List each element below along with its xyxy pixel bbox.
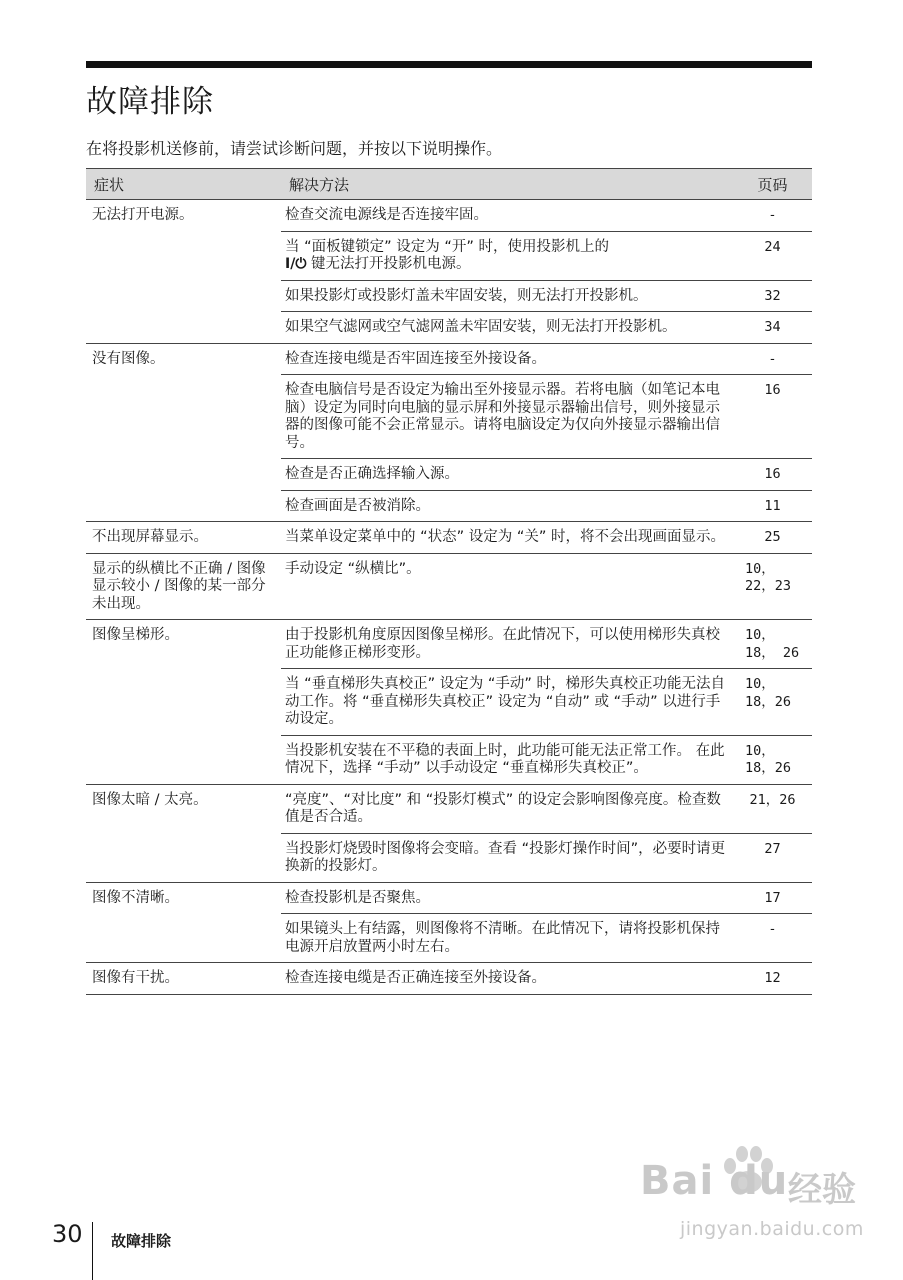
table-row (86, 784, 812, 833)
page-cell: 17 (733, 882, 812, 914)
solution-text: 当 “面板键锁定” 设定为 “开” 时，使用投影机上的 (285, 238, 609, 255)
page-cell: 16 (733, 375, 812, 459)
page-cell: - (733, 343, 812, 375)
solution-cell: 由于投影机角度原因图像呈梯形。在此情况下，可以使用梯形失真校正功能修正梯形变形。 (281, 620, 733, 669)
solution-cell: 如果投影灯或投影灯盖未牢固安装，则无法打开投影机。 (281, 280, 733, 312)
solution-cell: 手动设定 “纵横比”。 (281, 553, 733, 620)
page-cell: - (733, 914, 812, 963)
solution-cell: 当投影机安装在不平稳的表面上时，此功能可能无法正常工作。 在此情况下，选择 “手动” 以手动设定 “垂直梯形失真校正”。 (281, 735, 733, 784)
symptom-cell: 图像有干扰。 (86, 963, 281, 995)
footer-divider (92, 1222, 93, 1280)
watermark-cn: 经验 (788, 1170, 856, 1210)
table-row (86, 200, 812, 232)
solution-cell: 检查交流电源线是否连接牢固。 (281, 200, 733, 232)
page-cell: 11 (733, 490, 812, 522)
table-header-row (86, 169, 812, 200)
header-solution: 解决方法 (281, 169, 733, 200)
solution-cell: 如果空气滤网或空气滤网盖未牢固安装，则无法打开投影机。 (281, 312, 733, 344)
page-cell: 12 (733, 963, 812, 995)
header-symptom: 症状 (86, 169, 281, 200)
table-row (86, 343, 812, 375)
symptom-cell: 不出现屏幕显示。 (86, 522, 281, 554)
power-icon: I/⏻ (285, 256, 307, 272)
solution-cell: “亮度”、“对比度” 和 “投影灯模式” 的设定会影响图像亮度。检查数值是否合适。 (281, 784, 733, 833)
symptom-cell: 图像太暗 / 太亮。 (86, 784, 281, 882)
baidu-watermark (640, 1140, 880, 1250)
footer-section: 故障排除 (111, 1232, 172, 1250)
page-cell: 34 (733, 312, 812, 344)
solution-cell: 检查电脑信号是否设定为输出至外接显示器。若将电脑（如笔记本电脑）设定为同时向电脑的显示屏和外接显示器输出信号，则外接显示器的图像可能不会正常显示。请将电脑设定为仅向外接显示器输出信号。 (281, 375, 733, 459)
page-number: 30 (52, 1220, 83, 1248)
solution-cell: 检查连接电缆是否牢固连接至外接设备。 (281, 343, 733, 375)
symptom-cell: 图像呈梯形。 (86, 620, 281, 785)
table-row (86, 620, 812, 669)
page-cell: 24 (733, 231, 812, 280)
symptom-cell: 没有图像。 (86, 343, 281, 522)
intro-text: 在将投影机送修前，请尝试诊断问题，并按以下说明操作。 (86, 139, 503, 158)
watermark-logo: Bai du (640, 1158, 789, 1204)
top-rule (86, 61, 812, 68)
page-cell: 16 (733, 459, 812, 491)
solution-cell: 当菜单设定菜单中的 “状态” 设定为 “关” 时，将不会出现画面显示。 (281, 522, 733, 554)
solution-cell: 当 “垂直梯形失真校正” 设定为 “手动” 时，梯形失真校正功能无法自动工作。将 “垂直梯形失真校正” 设定为 “自动” 或 “手动” 以进行手动设定。 (281, 669, 733, 736)
solution-cell: 检查投影机是否聚焦。 (281, 882, 733, 914)
page-cell: - (733, 200, 812, 232)
page-cell: 25 (733, 522, 812, 554)
symptom-cell: 图像不清晰。 (86, 882, 281, 963)
table-row (86, 522, 812, 554)
page-cell: 27 (733, 833, 812, 882)
table-row (86, 553, 812, 620)
solution-cell: 检查画面是否被消除。 (281, 490, 733, 522)
table-row (86, 963, 812, 995)
solution-cell: 检查是否正确选择输入源。 (281, 459, 733, 491)
table-row (86, 882, 812, 914)
solution-cell: 如果镜头上有结露，则图像将不清晰。在此情况下，请将投影机保持电源开启放置两小时左右。 (281, 914, 733, 963)
page-title: 故障排除 (86, 84, 214, 120)
page-cell: 10， 22，23 (733, 553, 812, 620)
page-cell: 10， 18，26 (733, 669, 812, 736)
solution-cell: 当投影灯烧毁时图像将会变暗。查看 “投影灯操作时间”，必要时请更换新的投影灯。 (281, 833, 733, 882)
page-cell: 10， 18， 26 (733, 620, 812, 669)
page-cell: 21，26 (733, 784, 812, 833)
watermark-url: jingyan.baidu.com (680, 1218, 864, 1240)
header-page: 页码 (733, 169, 812, 200)
page-cell: 32 (733, 280, 812, 312)
symptom-cell: 显示的纵横比不正确 / 图像显示较小 / 图像的某一部分未出现。 (86, 553, 281, 620)
solution-cell: 检查连接电缆是否正确连接至外接设备。 (281, 963, 733, 995)
page-cell: 10， 18，26 (733, 735, 812, 784)
symptom-cell: 无法打开电源。 (86, 200, 281, 344)
solution-cell (281, 231, 733, 280)
troubleshooting-table (86, 168, 812, 995)
solution-text: 键无法打开投影机电源。 (306, 256, 471, 272)
